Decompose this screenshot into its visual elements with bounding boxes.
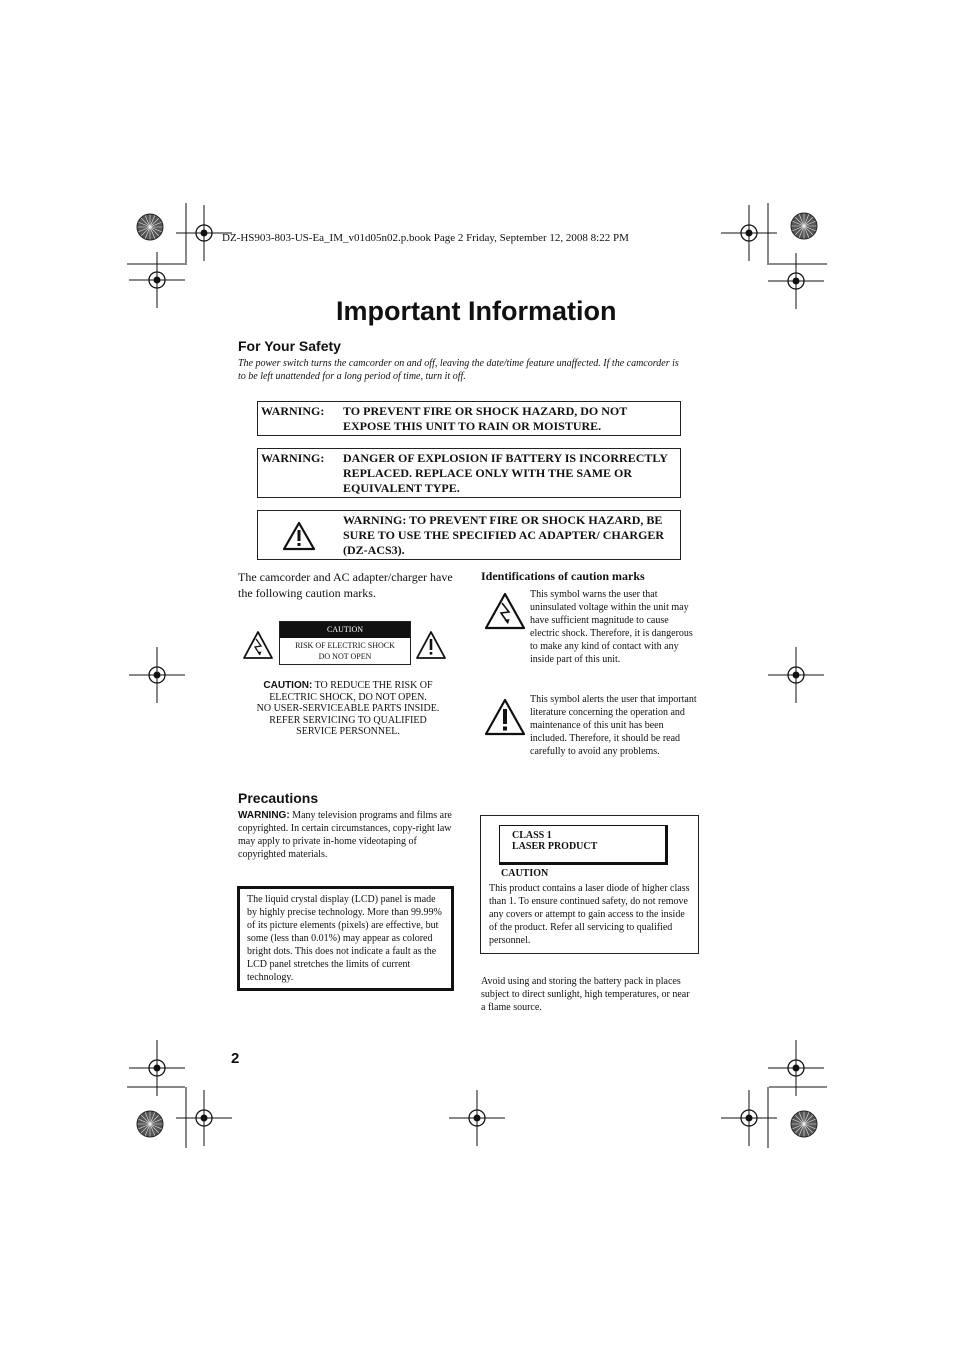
copyright-warning: [238, 809, 454, 861]
laser-caution-heading: CAUTION: [501, 868, 549, 879]
warning-text: Many television programs and films are copyrighted. In certain circumstances, copy-right law may apply to private in-home videotaping of copyrighted materials.: [238, 810, 452, 860]
battery-note: Avoid using and storing the battery pack in places subject to direct sunlight, high temperatures, or near a flame source.: [481, 976, 690, 1013]
caution-statement: [243, 680, 453, 738]
caution-marks-intro: The camcorder and AC adapter/charger have the following caution marks.: [238, 570, 453, 600]
identifications-heading: Identifications of caution marks: [481, 569, 645, 583]
exclamation-triangle-icon: [415, 630, 447, 660]
lightning-triangle-icon: [242, 630, 274, 660]
risk-line-2: DO NOT OPEN: [318, 652, 372, 661]
lightning-symbol-description: This symbol warns the user that uninsulated voltage within the unit may have sufficient magnitude to cause electric shock. Therefore, it is dangerous to make any kind of contact with any inside part of this unit.: [530, 589, 693, 665]
page-number: 2: [231, 1050, 240, 1067]
warning-box-rain: [257, 401, 681, 436]
section-heading-precautions: Precautions: [238, 790, 319, 806]
safety-note: The power switch turns the camcorder on and off, leaving the date/time feature unaffected. If the camcorder is to be left unattended for a long period of time, turn it off.: [238, 358, 679, 382]
caution-text-5: SERVICE PERSONNEL.: [296, 726, 400, 737]
caution-line-1: [243, 680, 453, 692]
lcd-notice-text: The liquid crystal display (LCD) panel is made by highly precise technology. More than 99.99% of its picture elements (pixels) are effective, but some (less than 0.01%) may appear as colored bright dots. This does not indicate a fault as the LCD panel stretches the limits of current technology.: [247, 894, 442, 983]
caution-label: CAUTION:: [263, 680, 313, 691]
caution-text-4: REFER SERVICING TO QUALIFIED: [269, 714, 427, 726]
caution-text-2: ELECTRIC SHOCK, DO NOT OPEN.: [269, 691, 427, 703]
exclamation-triangle-icon: [483, 697, 527, 737]
lightning-triangle-icon: [483, 591, 527, 631]
warning-label: WARNING:: [261, 404, 325, 418]
warning-text: DANGER OF EXPLOSION IF BATTERY IS INCORRECTLY REPLACED. REPLACE ONLY WITH THE SAME OR EQUIVALENT TYPE.: [343, 451, 668, 495]
caution-mark-risk: [280, 640, 410, 662]
warning-box-adapter: [257, 510, 681, 560]
caution-mark-label: [279, 621, 411, 665]
warning-label: WARNING:: [261, 451, 325, 465]
warning-label: WARNING:: [238, 810, 290, 821]
laser-class-line-1: CLASS 1: [512, 830, 552, 841]
risk-line-1: RISK OF ELECTRIC SHOCK: [295, 641, 395, 650]
exclamation-symbol-description: This symbol alerts the user that important literature concerning the operation and maintenance of this unit has been included. Therefore, it should be read carefully to avoid any problems.: [530, 694, 697, 757]
warning-box-battery: [257, 448, 681, 498]
caution-text-3: NO USER-SERVICEABLE PARTS INSIDE.: [256, 703, 440, 714]
section-heading-safety: For Your Safety: [238, 338, 341, 354]
page-title: Important Information: [336, 296, 617, 326]
warning-text: TO PREVENT FIRE OR SHOCK HAZARD, DO NOT EXPOSE THIS UNIT TO RAIN OR MOISTURE.: [343, 404, 628, 433]
laser-class-line-2: LASER PRODUCT: [512, 841, 598, 852]
caution-text-1: TO REDUCE THE RISK OF: [312, 680, 433, 691]
laser-caution-text: This product contains a laser diode of higher class than 1. To ensure continued safety, do not remove any covers or attempt to gain access to the inside of the product. Refer all servicing to qualified personnel.: [489, 883, 690, 946]
warning-text: WARNING: TO PREVENT FIRE OR SHOCK HAZARD, BE SURE TO USE THE SPECIFIED AC ADAPTER/ CHARGER (DZ-ACS3).: [343, 513, 665, 557]
laser-class-label: [499, 825, 668, 865]
exclamation-triangle-icon: [282, 521, 316, 551]
lcd-notice-box: [237, 886, 454, 991]
caution-mark-band: CAUTION: [280, 622, 410, 638]
file-info-header: DZ-HS903-803-US-Ea_IM_v01d05n02.p.book Page 2 Friday, September 12, 2008 8:22 PM: [222, 232, 629, 244]
